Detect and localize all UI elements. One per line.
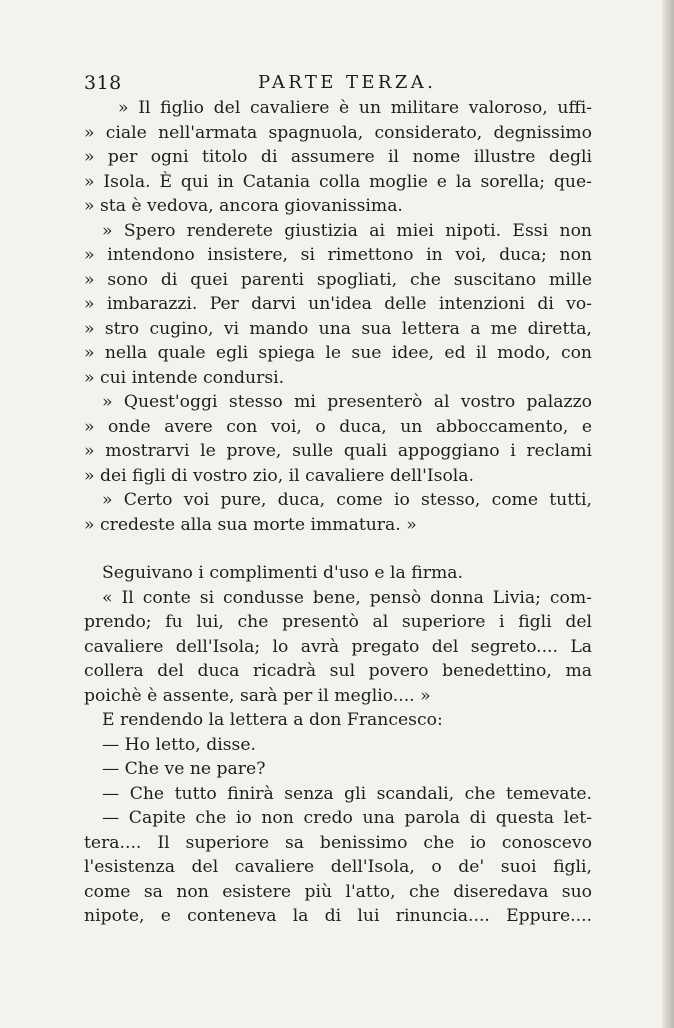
text-line: E rendendo la lettera a don Francesco: bbox=[102, 710, 443, 730]
text-line: collera del duca ricadrà sul povero benedettino, ma bbox=[84, 661, 592, 681]
text-line: » ciale nell'armata spagnuola, considerato, degnissimo bbox=[84, 122, 592, 143]
text-line: Seguivano i complimenti d'uso e la firma. bbox=[102, 563, 463, 583]
text-line: » Il figlio del cavaliere è un militare valoroso, uffi- bbox=[118, 98, 592, 118]
text-line: » sta è vedova, ancora giovanissima. bbox=[84, 196, 403, 216]
page-number: 318 bbox=[84, 72, 122, 94]
text-line: » per ogni titolo di assumere il nome illustre degli bbox=[84, 147, 592, 167]
text-line: » Isola. È qui in Catania colla moglie e la sorella; que- bbox=[84, 171, 592, 192]
running-title: PARTE TERZA. bbox=[258, 72, 437, 93]
text-line: » credeste alla sua morte immatura. » bbox=[84, 514, 417, 535]
text-line: » intendono insistere, si rimettono in voi, duca; non bbox=[84, 245, 592, 265]
text-line: » cui intende condursi. bbox=[84, 367, 285, 388]
text-line: » onde avere con voi, o duca, un abboccamento, e bbox=[84, 416, 592, 437]
text-line: « Il conte si condusse bene, pensò donna Livia; com- bbox=[102, 587, 592, 608]
text-line: l'esistenza del cavaliere dell'Isola, o de' suoi figli, bbox=[84, 857, 592, 877]
text-line: — Che ve ne pare? bbox=[102, 759, 266, 779]
text-line: » imbarazzi. Per darvi un'idea delle intenzioni di vo- bbox=[84, 294, 592, 314]
text-line: — Capite che io non credo una parola di questa let- bbox=[102, 808, 592, 828]
text-line: » nella quale egli spiega le sue idee, ed il modo, con bbox=[84, 343, 592, 363]
text-line: cavaliere dell'Isola; lo avrà pregato del segreto.... La bbox=[84, 636, 592, 657]
text-line: come sa non esistere più l'atto, che diseredava suo bbox=[84, 881, 592, 902]
text-line: » Spero renderete giustizia ai miei nipoti. Essi non bbox=[102, 220, 592, 241]
text-line: prendo; fu lui, che presentò al superiore i figli del bbox=[84, 612, 592, 632]
text-line: tera.... Il superiore sa benissimo che io conoscevo bbox=[84, 832, 592, 853]
text-line: » Certo voi pure, duca, come io stesso, come tutti, bbox=[102, 490, 592, 510]
page-edge-shadow bbox=[662, 0, 674, 1028]
body-text bbox=[84, 96, 592, 929]
text-line: nipote, e conteneva la di lui rinuncia.... Eppure.... bbox=[84, 906, 592, 926]
text-line: poichè è assente, sarà per il meglio.... » bbox=[84, 685, 431, 706]
text-line: — Che tutto finirà senza gli scandali, che temevate. bbox=[102, 783, 592, 804]
paragraph-gap bbox=[84, 537, 592, 561]
text-line: » dei figli di vostro zio, il cavaliere dell'Isola. bbox=[84, 465, 475, 486]
text-line: » stro cugino, vi mando una sua lettera a me diretta, bbox=[84, 318, 592, 339]
text-line: — Ho letto, disse. bbox=[102, 734, 256, 755]
text-line: » Quest'oggi stesso mi presenterò al vostro palazzo bbox=[102, 392, 592, 412]
text-line: » mostrarvi le prove, sulle quali appoggiano i reclami bbox=[84, 441, 592, 461]
text-line: » sono di quei parenti spogliati, che suscitano mille bbox=[84, 269, 592, 290]
